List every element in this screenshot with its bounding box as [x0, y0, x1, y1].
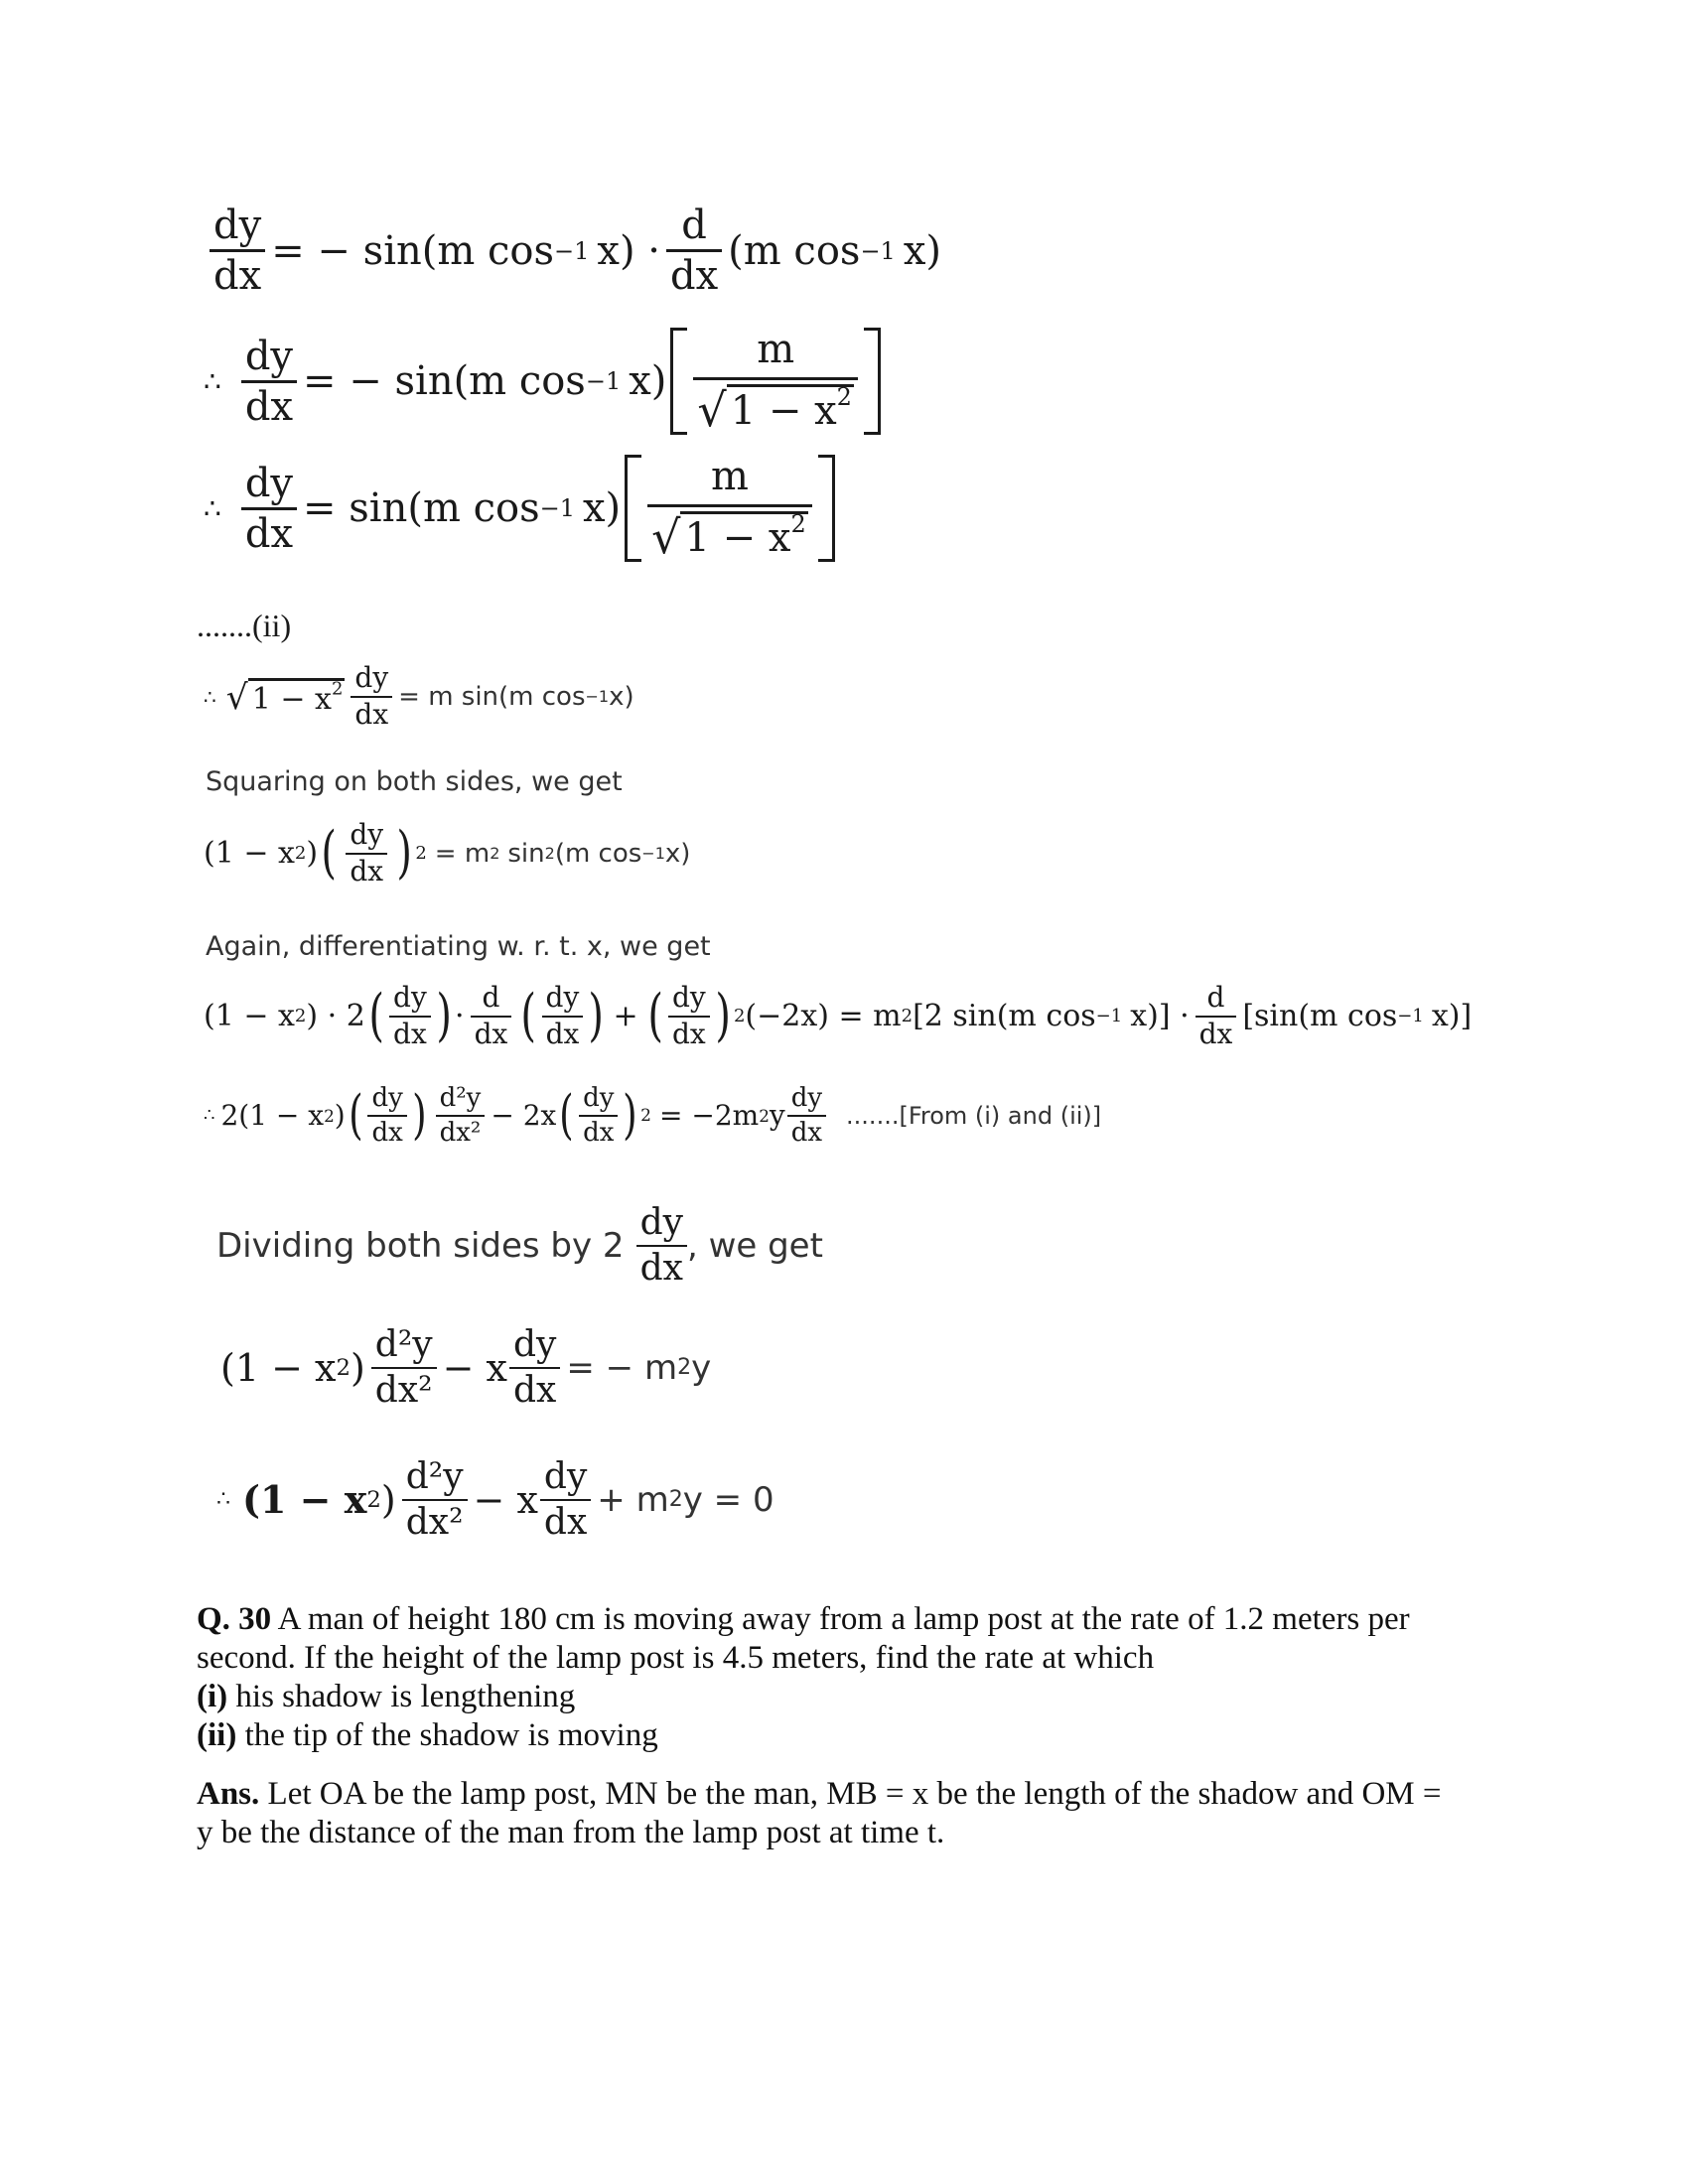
- left-paren: (: [348, 1083, 363, 1146]
- equation-note: .......[From (i) and (ii)]: [846, 1101, 1102, 1130]
- fraction-dy-dx: $\frac{dy}{dx}$: [389, 983, 431, 1050]
- text-squaring: Squaring on both sides, we get: [206, 766, 623, 797]
- right-paren: ): [396, 820, 413, 887]
- fraction-dy-dx: $\frac{dy}{dx}$: [542, 983, 584, 1050]
- fraction-dy-dx: $\frac{dy}{dx}$: [241, 462, 297, 556]
- fraction-dy-dx: $\frac{dy}{dx}$: [241, 335, 297, 429]
- left-paren: (: [520, 983, 537, 1049]
- left-paren: (: [647, 983, 663, 1049]
- equation-1: $\frac{dy}{dx}$ = − sin(m cos −1 x) · $\frac{d}{dx}$ (m cos −1 x): [204, 204, 941, 298]
- therefore-symbol: ∴: [204, 491, 221, 525]
- fraction-dy-dx: $\frac{dy}{dx}$: [579, 1084, 618, 1147]
- answer: [197, 1775, 1527, 1852]
- equation-8: (1 − x 2 ) $\frac{\text{d²y}}{\text{dx²}}$ − x $\frac{dy}{dx}$ = − m 2 y: [220, 1324, 712, 1411]
- equation-6: (1 − x 2 ) · 2 ( $\frac{dy}{dx}$ ) · $\frac{d}{dx}$ ( $\frac{dy}{dx}$ ) + ( $\frac{dy}{dx}$ ) 2 (−2x) = m 2 [2 sin(m cos −1 x)] · $\frac{d}{dx}$ [sin(m cos −1 x)]: [204, 981, 1473, 1050]
- fraction-dy-dx: $\frac{dy}{dx}$: [351, 663, 392, 731]
- equation-7: ∴ 2(1 − x 2 ) ( $\frac{dy}{dx}$ ) $\frac{\text{d²y}}{\text{dx²}}$ − 2x ( $\frac{dy}{dx}$ ) 2 = −2m 2 y $\frac{dy}{dx}$ .......[From (i) and (ii)]: [204, 1083, 1102, 1148]
- right-bracket: [818, 455, 835, 562]
- fraction-m-sqrt: m √ $1 - x^2$: [693, 328, 858, 435]
- right-paren: ): [411, 1083, 427, 1146]
- left-bracket: [625, 455, 641, 562]
- fraction-d2y-dx2: $\frac{\text{d²y}}{\text{dx²}}$: [371, 1325, 437, 1410]
- fraction-dy-dx: $\frac{dy}{dx}$: [346, 820, 387, 887]
- right-bracket: [864, 328, 881, 435]
- answer-line-2: y be the distance of the man from the lamp post at time t.: [197, 1815, 945, 1850]
- fraction-d2y-dx2: $\frac{\text{d²y}}{\text{dx²}}$: [436, 1084, 486, 1147]
- fraction-d2y-dx2: $\frac{\text{d²y}}{\text{dx²}}$: [402, 1457, 468, 1542]
- question-part-ii: (ii) the tip of the shadow is moving: [197, 1717, 658, 1753]
- fraction-d-dx: $\frac{d}{dx}$: [471, 983, 512, 1050]
- equation-2: ∴ $\frac{dy}{dx}$ = − sin(m cos −1 x) m √ $1 - x^2$: [204, 328, 885, 435]
- therefore-symbol: ∴: [204, 684, 216, 709]
- equation-5: (1 − x 2 ) ( $\frac{dy}{dx}$ ) 2 = m 2 sin 2 (m cos −1 x): [204, 818, 691, 887]
- square-root: √ $1 - x^2$: [651, 509, 806, 564]
- fraction-d-dx: $\frac{d}{dx}$: [666, 204, 722, 298]
- square-root: √ $1 - x^2$: [225, 678, 344, 719]
- question-30: [197, 1600, 1527, 1755]
- radical-icon: √: [225, 678, 248, 719]
- fraction-d-dx: $\frac{d}{dx}$: [1196, 983, 1237, 1050]
- fraction-dy-dx: $\frac{dy}{dx}$: [367, 1084, 406, 1147]
- therefore-symbol: ∴: [204, 364, 221, 398]
- right-paren: ): [588, 983, 605, 1049]
- equation-label-ii: .......(ii): [197, 608, 292, 643]
- fraction-dy-dx: $\frac{dy}{dx}$: [509, 1325, 560, 1410]
- fraction-dy-dx: $\frac{dy}{dx}$: [636, 1203, 687, 1288]
- therefore-symbol: ∴: [216, 1487, 230, 1513]
- therefore-symbol: ∴: [204, 1105, 215, 1127]
- answer-label: Ans.: [197, 1776, 260, 1812]
- radical-icon: √: [651, 510, 681, 564]
- fraction-dy-dx: $\frac{dy}{dx}$: [210, 204, 265, 298]
- equation-4: ∴ √ $1 - x^2$ $\frac{dy}{dx}$ = m sin(m cos −1 x): [204, 661, 634, 731]
- left-bracket: [670, 328, 687, 435]
- square-root: √ $1 - x^2$: [697, 382, 852, 437]
- fraction-dy-dx: $\frac{dy}{dx}$: [787, 1084, 826, 1147]
- right-paren: ): [623, 1083, 638, 1146]
- right-paren: ): [436, 983, 452, 1049]
- fraction-dy-dx: $\frac{dy}{dx}$: [668, 983, 710, 1050]
- answer-line-1: Ans. Let OA be the lamp post, MN be the man, MB = x be the length of the shadow and OM =: [197, 1776, 1442, 1812]
- question-line-2: second. If the height of the lamp post is 4.5 meters, find the rate at which: [197, 1640, 1155, 1676]
- radical-icon: √: [697, 383, 727, 437]
- fraction-m-sqrt: m √ $1 - x^2$: [647, 455, 812, 562]
- question-line-1: Q. 30 A man of height 180 cm is moving away from a lamp post at the rate of 1.2 meters per: [197, 1601, 1410, 1637]
- left-paren: (: [368, 983, 384, 1049]
- question-part-i: (i) his shadow is lengthening: [197, 1679, 576, 1714]
- text-dividing: Dividing both sides by 2 $\frac{dy}{dx}$ , we get: [216, 1202, 823, 1289]
- equation-3: ∴ $\frac{dy}{dx}$ = sin(m cos −1 x) m √ $1 - x^2$: [204, 455, 839, 562]
- equation-9: ∴ (1 − x 2 ) $\frac{\text{d²y}}{\text{dx²}}$ − x $\frac{dy}{dx}$ + m 2 y = 0: [216, 1456, 774, 1543]
- left-paren: (: [321, 820, 338, 887]
- left-paren: (: [559, 1083, 574, 1146]
- question-label: Q. 30: [197, 1601, 272, 1637]
- text-again: Again, differentiating w. r. t. x, we get: [206, 931, 711, 962]
- fraction-dy-dx: $\frac{dy}{dx}$: [540, 1457, 591, 1542]
- right-paren: ): [715, 983, 731, 1049]
